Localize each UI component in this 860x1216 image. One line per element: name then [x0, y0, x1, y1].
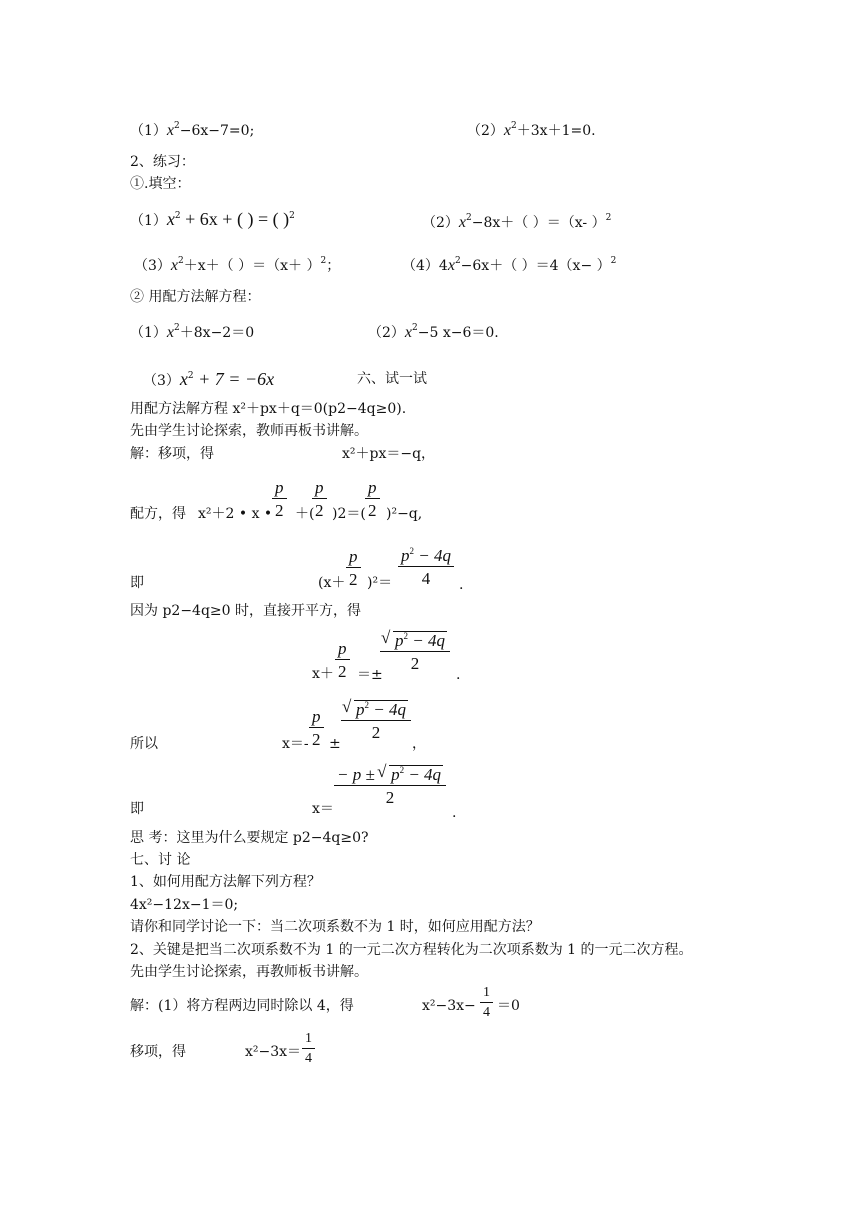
ie1-fraction-p-over-2: p 2	[346, 548, 361, 588]
fill-2: $(2)x^2-8x+$（ ）＝（x- ）$^2$	[422, 213, 612, 231]
ie1-dot: .	[459, 577, 464, 593]
complete-square-expr: x²＋2 • x •	[198, 506, 273, 522]
fraction-p-over-2-a: p 2	[272, 479, 287, 519]
general-eq-line: 用配方法解方程 x²＋px＋q＝0(p2−4q≥0).	[130, 401, 407, 417]
complete-end: )²−q,	[386, 506, 423, 522]
method-eq-2: $(2)x^2-5$ x−6＝0.	[368, 323, 499, 341]
complete-plus-open: ＋(	[295, 506, 315, 522]
discuss-eq: 4x²−12x−1＝0;	[130, 897, 239, 913]
ie1-fraction-discriminant-over-4: $p^2 - 4q$ 4	[398, 547, 454, 587]
so-lhs: x＝-	[282, 736, 309, 752]
so-comma: ，	[412, 736, 426, 752]
fill-4: $(4)4x^2-6x+$（ ）$=4(x- )^2$	[402, 256, 617, 274]
try-heading: 六、试一试	[357, 371, 427, 387]
practice-title: 2、练习：	[130, 154, 195, 170]
sol1-end: ＝0	[497, 998, 520, 1014]
sq-dot: .	[456, 667, 461, 683]
because-line: 因为 p2−4q≥0 时，直接开平方，得	[130, 603, 362, 619]
method-eq-1: $(1)x^2+8x-2=0$	[130, 323, 255, 341]
fraction-p-over-2-b: p 2	[312, 479, 327, 519]
equation-2: $(2)x^2+3x+1=0$.	[467, 121, 596, 139]
solution-eq-2: x²−3x＝	[245, 1044, 302, 1060]
complete-close-sq: )2＝(	[332, 506, 366, 522]
sol2-fraction-1-over-4: 1 4	[302, 1032, 315, 1066]
sq-fraction-sqrt-over-2: √ $p^2 - 4q$ 2	[380, 631, 450, 672]
so-pm: ±	[329, 736, 341, 752]
think-question: 思 考：这里为什么要规定 p2−4q≥0?	[130, 830, 369, 846]
sq-eq: ＝±	[357, 667, 383, 683]
ie1-rhs: )²＝	[367, 575, 393, 591]
equation-1: $(1)x^2-6x-7=0$;	[130, 121, 255, 139]
fill-3: $(3)x^2+x+$（ ）$=(x+ )^2$；	[134, 256, 341, 274]
ie2-quadratic-formula: − p ± √ $p^2 - 4q$ 2	[334, 765, 446, 806]
solution-eq-1: x²−3x−	[422, 998, 476, 1014]
solution-step-2: 移项，得	[130, 1044, 186, 1060]
so-fraction-sqrt-over-2: √ $p^2 - 4q$ 2	[341, 700, 411, 741]
discuss-q1: 1、如何用配方法解下列方程？	[130, 874, 321, 890]
fraction-p-over-2-c: p 2	[365, 479, 380, 519]
sol1-fraction-1-over-4: 1 4	[480, 986, 493, 1020]
general-intro: 先由学生讨论探索，教师再板书讲解。	[130, 423, 368, 439]
sq-lhs: x＋	[312, 666, 334, 682]
moved-eq: x²＋px＝−q，	[342, 446, 436, 462]
fill-blank-title: ①.填空：	[130, 176, 191, 192]
fill-1: $(1)x^2 + 6x$ + ( ) = ( )$^2$	[130, 209, 295, 229]
ie-label-2: 即	[130, 801, 144, 817]
discuss-first: 先由学生讨论探索，再教师板书讲解。	[130, 964, 368, 980]
so-label: 所以	[130, 736, 158, 752]
ie2-lhs: x＝	[312, 801, 334, 817]
method-eq-3: $(3)x^2 + 7 = -6x$	[143, 369, 275, 389]
sq-fraction-p-over-2: p 2	[335, 640, 350, 680]
discuss-key: 2、关键是把当二次项系数不为 1 的一元二次方程转化为二次项系数为 1 的一元二次方程。	[130, 942, 693, 958]
solution-step-1: 解：(1）将方程两边同时除以 4，得	[130, 998, 354, 1014]
discuss-ask: 请你和同学讨论一下：当二次项系数不为 1 时，如何应用配方法？	[130, 919, 540, 935]
ie2-dot: .	[452, 805, 457, 821]
ie-label-1: 即	[130, 575, 144, 591]
method-title: ② 用配方法解方程：	[130, 289, 261, 305]
ie1-lhs: (x＋	[318, 575, 346, 591]
solve-move: 解：移项，得	[130, 446, 214, 462]
complete-square-label: 配方，得	[130, 506, 186, 522]
discuss-heading: 七、讨 论	[130, 852, 191, 868]
so-fraction-p-over-2: p 2	[309, 708, 324, 748]
